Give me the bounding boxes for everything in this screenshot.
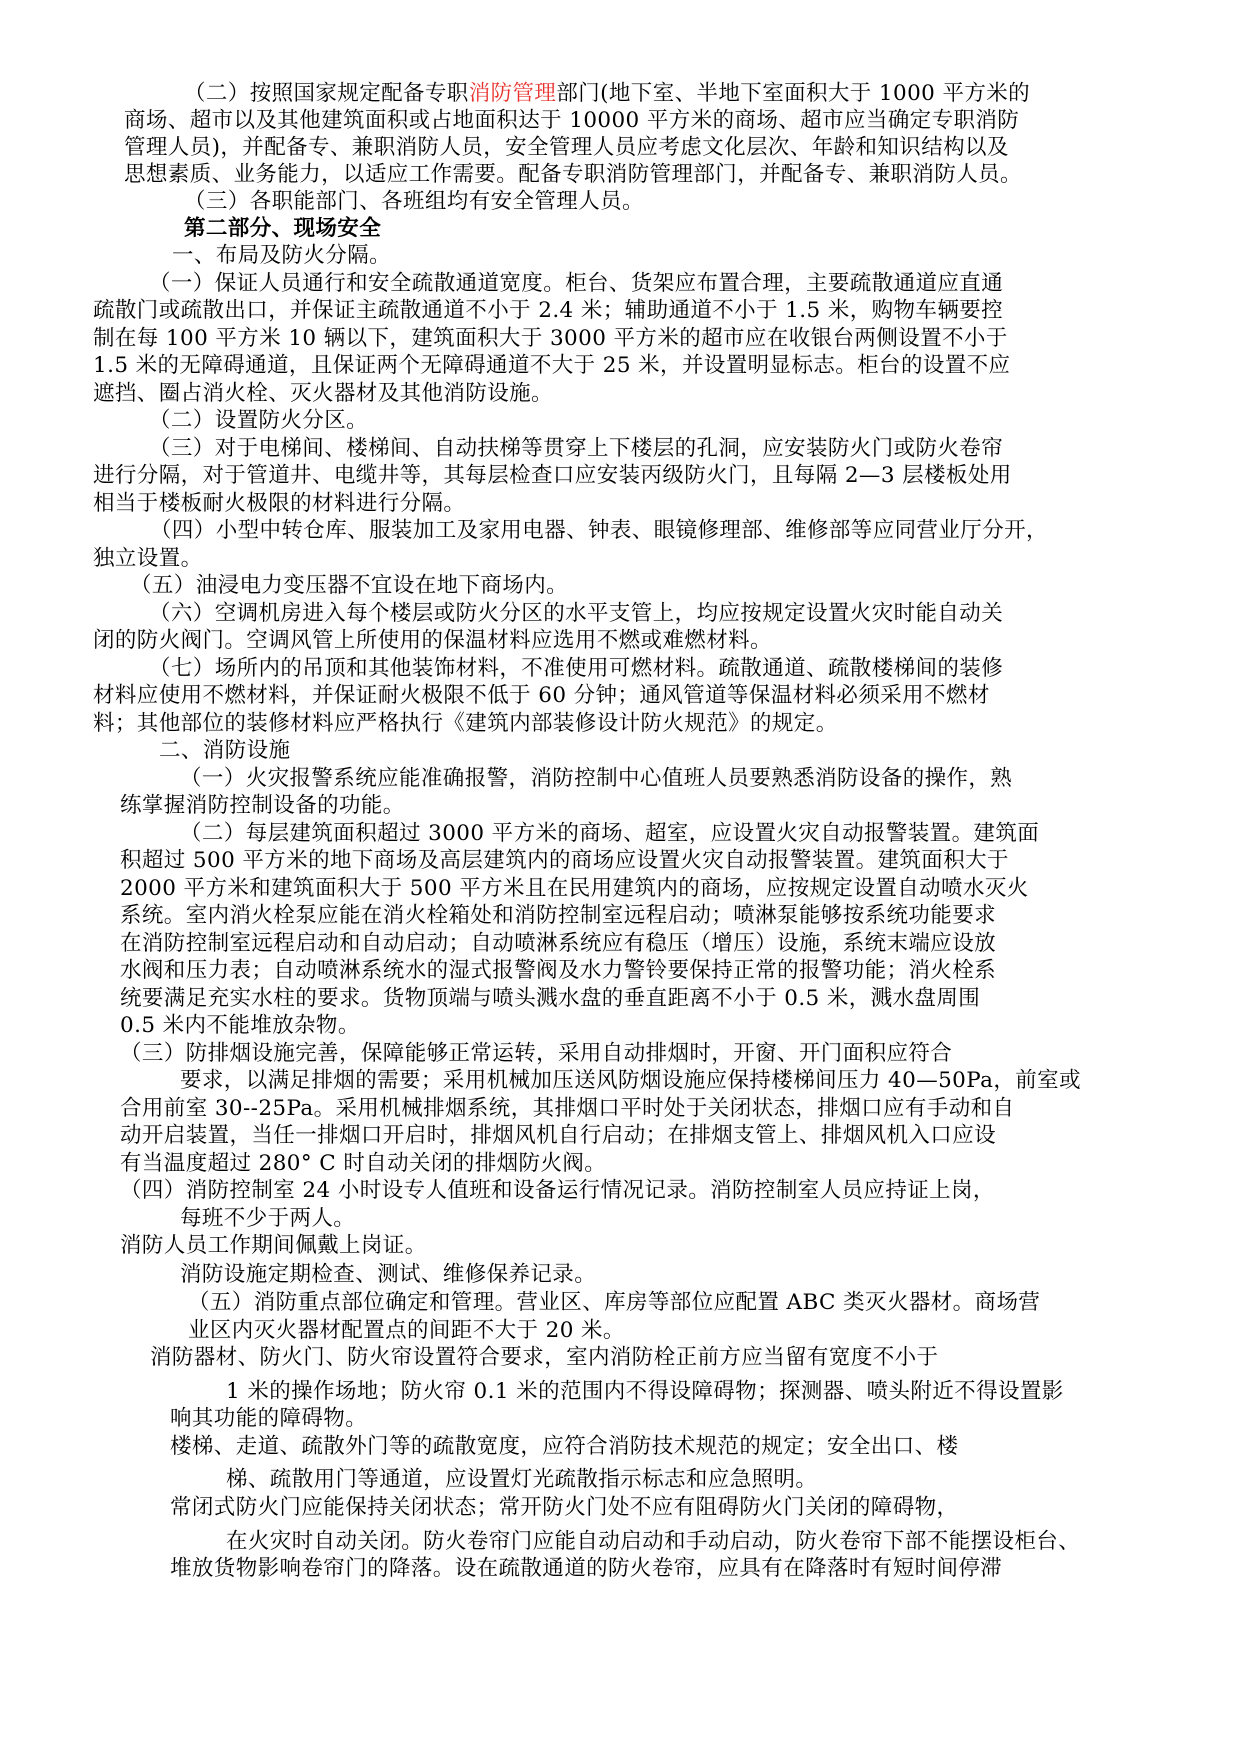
text-line: 料；其他部位的装修材料应严格执行《建筑内部装修设计防火规范》的规定。 — [93, 711, 838, 736]
text-line: （五）消防重点部位确定和管理。营业区、库房等部位应配置 ABC 类灭火器材。商场营 — [188, 1290, 1041, 1315]
text-line: 商场、超市以及其他建筑面积或占地面积达于 10000 平方米的商场、超市应当确定专职消防 — [124, 108, 1020, 133]
text-line: （四）消防控制室 24 小时设专人值班和设备运行情况记录。消防控制室人员应持证上岗， — [120, 1178, 995, 1203]
text-line: 疏散门或疏散出口，并保证主疏散通道不小于 2.4 米；辅助通道不小于 1.5 米，购物车辆要控 — [93, 298, 1004, 323]
text-line: 梯、疏散用门等通道，应设置灯光疏散指示标志和应急照明。 — [226, 1467, 818, 1492]
text-line: 遮挡、圈占消火栓、灭火器材及其他消防设施。 — [93, 381, 553, 406]
text-line: 业区内灭火器材配置点的间距不大于 20 米。 — [188, 1318, 625, 1343]
text-line: 动开启装置，当任一排烟口开启时，排烟风机自行启动；在排烟支管上、排烟风机入口应设 — [120, 1123, 997, 1148]
text-line: 消防器材、防火门、防火帘设置符合要求，室内消防栓正前方应当留有宽度不小于 — [150, 1345, 939, 1370]
text-line: 合用前室 30--25Pa。采用机械排烟系统，其排烟口平时处于关闭状态，排烟口应有手动和自 — [120, 1096, 1015, 1121]
section-heading: 第二部分、现场安全 — [184, 216, 382, 241]
text-line: （一）保证人员通行和安全疏散通道宽度。柜台、货架应布置合理，主要疏散通道应直通 — [149, 271, 1004, 296]
highlighted-link-text[interactable]: 消防管理 — [468, 81, 557, 106]
text-line: 材料应使用不燃材料，并保证耐火极限不低于 60 分钟；通风管道等保温材料必须采用不燃材 — [93, 683, 990, 708]
text-line: （六）空调机房进入每个楼层或防火分区的水平支管上，均应按规定设置火灾时能自动关 — [149, 601, 1004, 626]
text-line: 响其功能的障碍物。 — [170, 1406, 368, 1431]
text-line: 相当于楼板耐火极限的材料进行分隔。 — [93, 491, 466, 516]
text-line: 积超过 500 平方米的地下商场及高层建筑内的商场应设置火灾自动报警装置。建筑面积大于 — [120, 848, 1009, 873]
text-line: 常闭式防火门应能保持关闭状态；常开防火门处不应有阻碍防火门关闭的障碍物， — [170, 1495, 959, 1520]
text-line: 管理人员)，并配备专、兼职消防人员，安全管理人员应考虑文化层次、年龄和知识结构以及 — [124, 135, 1009, 160]
text-line: 楼梯、走道、疏散外门等的疏散宽度，应符合消防技术规范的规定；安全出口、楼 — [170, 1434, 959, 1459]
text-line: 1.5 米的无障碍通道，且保证两个无障碍通道不大于 25 米，并设置明显标志。柜台的设置不应 — [93, 353, 1011, 378]
text-line: 制在每 100 平方米 10 辆以下，建筑面积大于 3000 平方米的超市应在收银台两侧设置不小于 — [93, 326, 1008, 351]
text-segment: （二）按照国家规定配备专职 — [184, 81, 469, 106]
text-line: 一、布局及防火分隔。 — [172, 243, 392, 268]
text-line: 独立设置。 — [93, 546, 203, 571]
text-line: （二）每层建筑面积超过 3000 平方米的商场、超室，应设置火灾自动报警装置。建筑面 — [180, 821, 1040, 846]
text-segment: 部门(地下室、半地下室面积大于 1000 平方米的 — [556, 81, 1031, 106]
text-line: 消防设施定期检查、测试、维修保养记录。 — [180, 1262, 597, 1287]
text-line: 要求，以满足排烟的需要；采用机械加压送风防烟设施应保持楼梯间压力 40—50Pa，前室或 — [180, 1068, 1081, 1093]
text-line: 消防人员工作期间佩戴上岗证。 — [120, 1233, 427, 1258]
text-line: （二）设置防火分区。 — [149, 408, 369, 433]
text-line: 在消防控制室远程启动和自动启动；自动喷淋系统应有稳压（增压）设施，系统末端应设放 — [120, 931, 997, 956]
text-line: 进行分隔，对于管道井、电缆井等，其每层检查口应安装丙级防火门，且每隔 2—3 层楼板处用 — [93, 463, 1012, 488]
text-line: 思想素质、业务能力，以适应工作需要。配备专职消防管理部门，并配备专、兼职消防人员。 — [124, 162, 1022, 187]
text-line: 闭的防火阀门。空调风管上所使用的保温材料应选用不燃或难燃材料。 — [93, 628, 772, 653]
text-line: （七）场所内的吊顶和其他装饰材料，不准使用可燃材料。疏散通道、疏散楼梯间的装修 — [149, 656, 1004, 681]
text-line: （一）火灾报警系统应能准确报警，消防控制中心值班人员要熟悉消防设备的操作，熟 — [180, 766, 1013, 791]
text-line: 2000 平方米和建筑面积大于 500 平方米且在民用建筑内的商场，应按规定设置自动喷水灭火 — [120, 876, 1029, 901]
text-line: 每班不少于两人。 — [180, 1206, 356, 1231]
text-line: （三）对于电梯间、楼梯间、自动扶梯等贯穿上下楼层的孔洞，应安装防火门或防火卷帘 — [149, 436, 1004, 461]
text-line: 二、消防设施 — [159, 738, 291, 763]
text-line: 在火灾时自动关闭。防火卷帘门应能自动启动和手动启动，防火卷帘下部不能摆设柜台、 — [226, 1529, 1081, 1554]
text-line — [184, 79, 1030, 109]
text-line: 0.5 米内不能堆放杂物。 — [120, 1013, 360, 1038]
text-line: 统要满足充实水柱的要求。货物顶端与喷头溅水盘的垂直距离不小于 0.5 米，溅水盘周围 — [120, 986, 981, 1011]
text-line: （三）各职能部门、各班组均有安全管理人员。 — [184, 189, 644, 214]
text-line: （三）防排烟设施完善，保障能够正常运转，采用自动排烟时，开窗、开门面积应符合 — [120, 1041, 953, 1066]
text-line: 有当温度超过 280° C 时自动关闭的排烟防火阀。 — [120, 1151, 607, 1176]
text-line: 水阀和压力表；自动喷淋系统水的湿式报警阀及水力警铃要保持正常的报警功能；消火栓系 — [120, 958, 997, 983]
text-line: 系统。室内消火栓泵应能在消火栓箱处和消防控制室远程启动；喷淋泵能够按系统功能要求 — [120, 903, 997, 928]
text-line: （四）小型中转仓库、服装加工及家用电器、钟表、眼镜修理部、维修部等应同营业厅分开， — [150, 518, 1048, 543]
text-line: 1 米的操作场地；防火帘 0.1 米的范围内不得设障碍物；探测器、喷头附近不得设置影 — [226, 1379, 1064, 1404]
text-line: 堆放货物影响卷帘门的降落。设在疏散通道的防火卷帘，应具有在降落时有短时间停滞 — [170, 1556, 1003, 1581]
text-line: 练掌握消防控制设备的功能。 — [120, 793, 405, 818]
text-line: （五）油浸电力变压器不宜设在地下商场内。 — [130, 573, 569, 598]
